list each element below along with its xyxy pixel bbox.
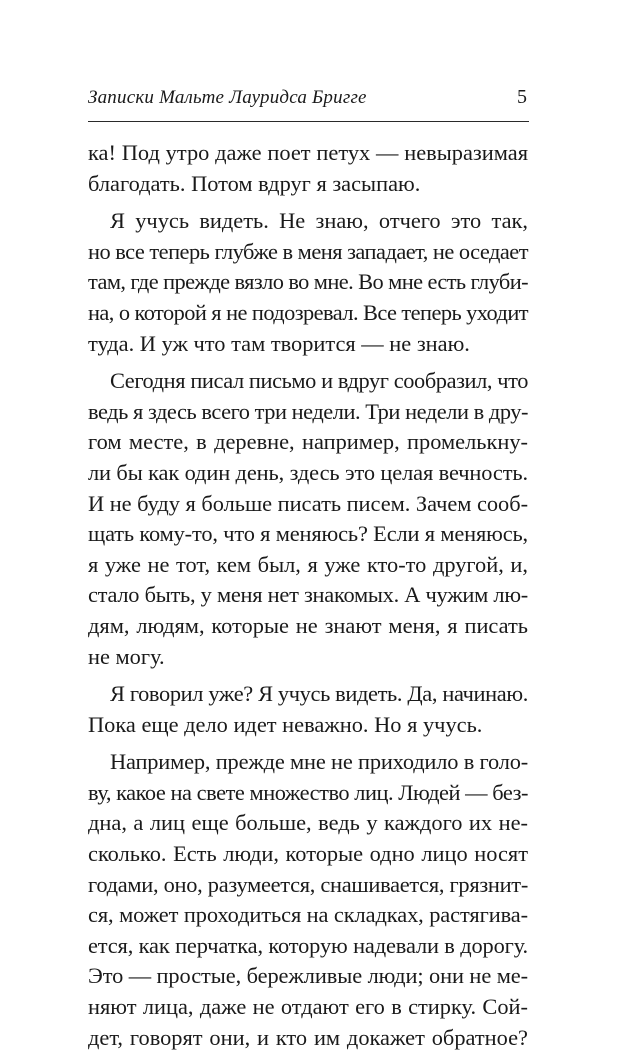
text-line: на, о которой я не подозревал. Все теперь уходит xyxy=(88,299,528,325)
text-line: Я говорил уже? Я учусь видеть. Да, начинаю. xyxy=(110,681,528,707)
header-rule xyxy=(88,121,529,122)
text-line: не могу. xyxy=(88,643,165,669)
text-line: стало быть, у меня нет знакомых. А чужим лю- xyxy=(88,582,528,608)
text-line: ву, какое на свете множество лиц. Людей — без- xyxy=(88,779,528,805)
text-line: ся, может проходиться на складках, растягива- xyxy=(88,902,528,928)
text-line: няют лица, даже не отдают его в стирку. Сой- xyxy=(88,994,528,1020)
text-line: дям, людям, которые не знают меня, я писать xyxy=(88,612,528,638)
text-line: ка! Под утро даже поет петух — невыразимая xyxy=(88,140,528,165)
text-line: Пока еще дело идет неважно. Но я учусь. xyxy=(88,711,483,737)
text-line: но все теперь глубже в меня западает, не оседает xyxy=(88,238,528,264)
paragraph xyxy=(88,747,528,1053)
page-number: 5 xyxy=(517,86,527,108)
text-line: Например, прежде мне не приходило в голо- xyxy=(110,749,528,775)
running-head xyxy=(88,86,527,116)
text-line: Я учусь видеть. Не знаю, отчего это так, xyxy=(110,208,528,234)
text-line: ется, как перчатка, которую надевали в дорогу. xyxy=(88,932,528,958)
text-line: там, где прежде вязло во мне. Во мне есть глуби- xyxy=(88,269,528,295)
text-line: благодать. Потом вдруг я засыпаю. xyxy=(88,170,421,196)
text-line: дет, говорят они, и кто им докажет обратное? xyxy=(88,1024,528,1050)
paragraph xyxy=(88,206,528,359)
text-line: Сегодня писал письмо и вдруг сообразил, что xyxy=(110,368,528,394)
text-line: И не буду я больше писать писем. Зачем сооб- xyxy=(88,490,528,516)
paragraph xyxy=(88,679,528,740)
text-line: я уже не тот, кем был, я уже кто-то другой, и, xyxy=(88,551,528,577)
paragraph xyxy=(88,138,528,199)
body-text xyxy=(88,138,528,1060)
paragraph xyxy=(88,366,528,672)
text-line: Это — простые, бережливые люди; они не ме- xyxy=(88,963,529,989)
text-line: сколько. Есть люди, которые одно лицо носят xyxy=(88,841,528,867)
text-line: щать кому-то, что я меняюсь? Если я меняюсь, xyxy=(88,521,528,547)
book-title: Записки Мальте Лауридса Бригге xyxy=(88,87,367,108)
text-line: гом месте, в деревне, например, промелькну- xyxy=(88,429,528,455)
text-line: ведь я здесь всего три недели. Три недели в дру- xyxy=(88,398,529,424)
text-line: дна, а лиц еще больше, ведь у каждого их не- xyxy=(88,810,528,836)
text-line: годами, оно, разумеется, снашивается, грязнит- xyxy=(88,871,528,897)
text-line: ли бы как один день, здесь это целая вечность. xyxy=(88,459,528,485)
text-line: туда. И уж что там творится — не знаю. xyxy=(88,330,470,356)
